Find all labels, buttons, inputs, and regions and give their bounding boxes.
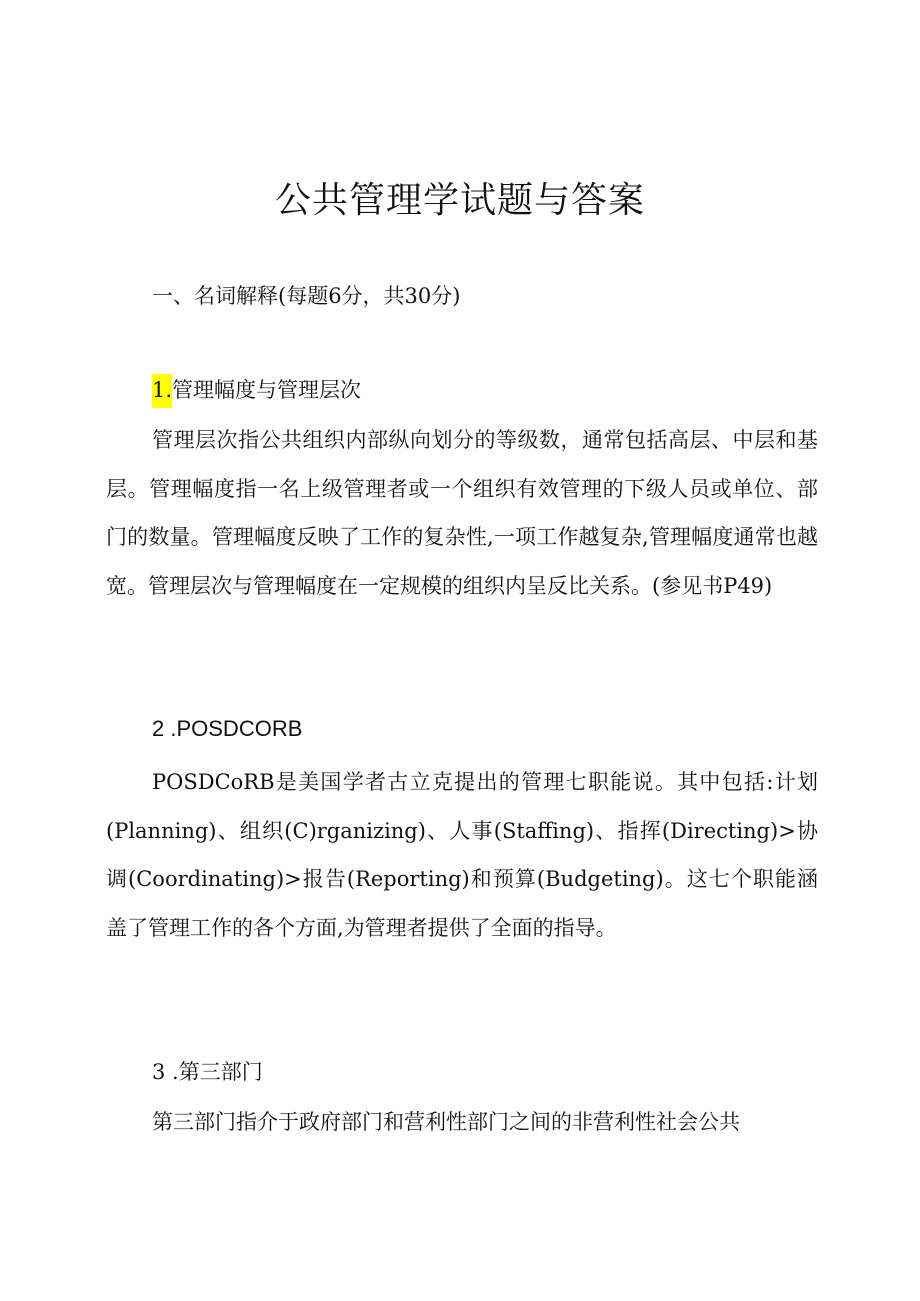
item-3-title: 第三部门 [178, 1060, 263, 1084]
item-2-body: POSDCoRB是美国学者古立克提出的管理七职能说。其中包括:计划(Planning)、组织(C)rganizing)、人事(Staffing)、指挥(Directing)>协调(Coordinating)>报告(Reporting)和预算(Budgeting)。这七个职能涵盖了管理工作的各个方面,为管理者提供了全面的指导。 [106, 770, 818, 940]
item-1-title: 管理幅度与管理层次 [172, 378, 362, 402]
item-2-number: 2 . [152, 716, 177, 741]
section-heading: 一、名词解释(每题6分，共30分) [152, 284, 461, 308]
document-title: 公共管理学试题与答案 [274, 180, 645, 221]
item-1-number: 1. [152, 374, 172, 408]
item-3-number: 3 . [152, 1060, 179, 1084]
item-2-heading [152, 716, 302, 742]
item-1-heading [152, 374, 361, 404]
item-1-body: 管理层次指公共组织内部纵向划分的等级数，通常包括高层、中层和基层。管理幅度指一名上级管理者或一个组织有效管理的下级人员或单位、部门的数量。管理幅度反映了工作的复杂性,一项工作越复杂,管理幅度通常也越宽。管理层次与管理幅度在一定规模的组织内呈反比关系。(参见书P49) [106, 428, 818, 598]
item-2-title: POSDCORB [176, 716, 303, 741]
item-3-heading [152, 1056, 263, 1086]
item-3-body: 第三部门指介于政府部门和营利性部门之间的非营利性社会公共 [152, 1110, 740, 1134]
